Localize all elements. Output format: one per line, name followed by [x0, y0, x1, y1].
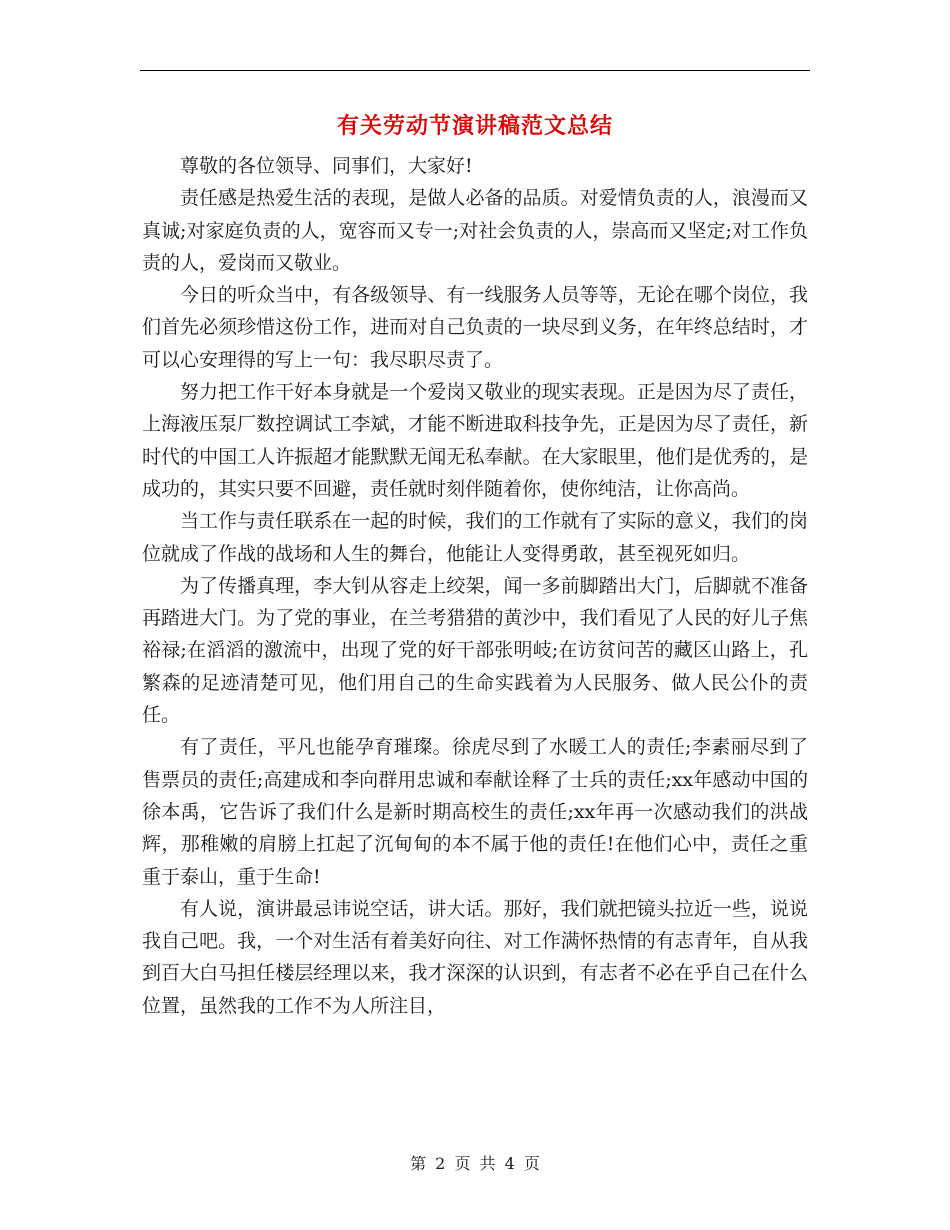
document-title: 有关劳动节演讲稿范文总结	[336, 113, 613, 139]
paragraph-greeting: 尊敬的各位领导、同事们，大家好!	[180, 155, 473, 177]
paragraph: 有了责任，平凡也能孕育璀璨。徐虎尽到了水暖工人的责任;李素丽尽到了售票员的责任;高建成和李向群用忠诚和奉献诠释了士兵的责任;xx年感动中国的徐本禹，它告诉了我们什么是新时期高校生的责任;xx年再一次感动我们的洪战辉，那稚嫩的肩膀上扛起了沉甸甸的本不属于他的责任!在他们心中，责任之重重于泰山，重于生命!	[142, 736, 808, 888]
paragraph: 当工作与责任联系在一起的时候，我们的工作就有了实际的意义，我们的岗位就成了作战的战场和人生的舞台，他能让人变得勇敢，甚至视死如归。	[142, 510, 808, 565]
page-number-footer: 第 2 页 共 4 页	[410, 1154, 540, 1173]
header-rule	[140, 70, 810, 71]
paragraph: 今日的听众当中，有各级领导、有一线服务人员等等，无论在哪个岗位，我们首先必须珍惜这份工作，进而对自己负责的一块尽到义务，在年终总结时，才可以心安理得的写上一句：我尽职尽责了。	[142, 284, 808, 371]
paragraph: 责任感是热爱生活的表现，是做人必备的品质。对爱情负责的人，浪漫而又真诚;对家庭负责的人，宽容而又专一;对社会负责的人，崇高而又坚定;对工作负责的人，爱岗而又敬业。	[142, 187, 808, 274]
paragraph: 有人说，演讲最忌讳说空话，讲大话。那好，我们就把镜头拉近一些，说说我自己吧。我，一个对生活有着美好向往、对工作满怀热情的有志青年，自从我到百大白马担任楼层经理以来，我才深深的认识到，有志者不必在乎自己在什么位置，虽然我的工作不为人所注目，	[142, 897, 808, 1017]
paragraph: 努力把工作干好本身就是一个爱岗又敬业的现实表现。正是因为尽了责任，上海液压泵厂数控调试工李斌，才能不断进取科技争先，正是因为尽了责任，新时代的中国工人许振超才能默默无闻无私奉献。在大家眼里，他们是优秀的，是成功的，其实只要不回避，责任就时刻伴随着你，使你纯洁，让你高尚。	[142, 381, 808, 500]
paragraph: 为了传播真理，李大钊从容走上绞架，闻一多前脚踏出大门，后脚就不准备再踏进大门。为了党的事业，在兰考猎猎的黄沙中，我们看见了人民的好儿子焦裕禄;在滔滔的激流中，出现了党的好干部张明岐;在访贫问苦的藏区山路上，孔繁森的足迹清楚可见，他们用自己的生命实践着为人民服务、做人民公仆的责任。	[142, 574, 808, 727]
document-body	[142, 150, 808, 1022]
